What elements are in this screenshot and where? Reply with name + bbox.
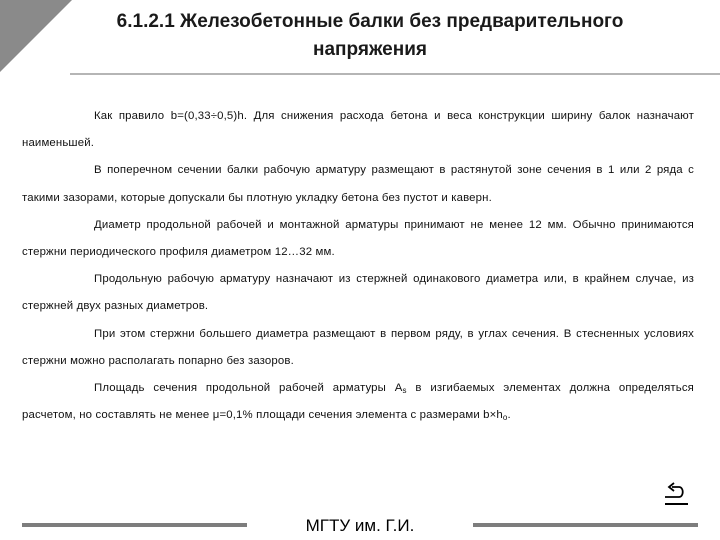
paragraph-section-area	[22, 375, 694, 429]
area-text-part-1: Площадь сечения продольной рабочей арматуры A	[94, 382, 403, 395]
paragraph-width-rule: Как правило b=(0,33÷0,5)h. Для снижения расхода бетона и веса конструкции ширину балок назначают наименьшей.	[22, 110, 694, 150]
slide-body	[22, 103, 694, 429]
area-subscript-s: s	[402, 386, 407, 396]
slide-title-line-1: 6.1.2.1 Железобетонные балки без предварительного	[116, 11, 624, 32]
paragraph-reinforcement-placement: В поперечном сечении балки рабочую арматуру размещают в растянутой зоне сечения в 1 или 2 ряда с такими зазорами, которые допускали бы плотную укладку бетона без пустот и каверн.	[22, 164, 694, 204]
slide-title-line-2: напряжения	[313, 39, 427, 60]
slide-title	[50, 8, 690, 64]
return-arrow-icon	[661, 480, 693, 510]
paragraph-bar-diameter: Диаметр продольной рабочей и монтажной арматуры принимают не менее 12 мм. Обычно принимаются стержни периодического профиля диаметром 12…32 мм.	[22, 218, 694, 259]
return-button[interactable]	[661, 480, 693, 510]
area-text-part-2: в изгибаемых элементах должна определяться расчетом, но составлять не менее μ=0,1% площади сечения элемента с размерами b×h	[22, 382, 694, 422]
paragraph-bar-selection: Продольную рабочую арматуру назначают из стержней одинакового диаметра или, в крайнем случае, из стержней двух разных диаметров.	[22, 273, 694, 313]
paragraph-bar-arrangement: При этом стержни большего диаметра размещают в первом ряду, в углах сечения. В стесненных условиях стержни можно располагать попарно без зазоров.	[22, 327, 694, 367]
area-subscript-o: o	[502, 413, 508, 423]
footer-bar-left	[22, 523, 247, 527]
footer-institution: МГТУ им. Г.И.	[305, 516, 415, 535]
header-rule	[70, 73, 720, 75]
footer-bar-right	[473, 523, 698, 527]
area-text-part-3: .	[507, 409, 511, 422]
